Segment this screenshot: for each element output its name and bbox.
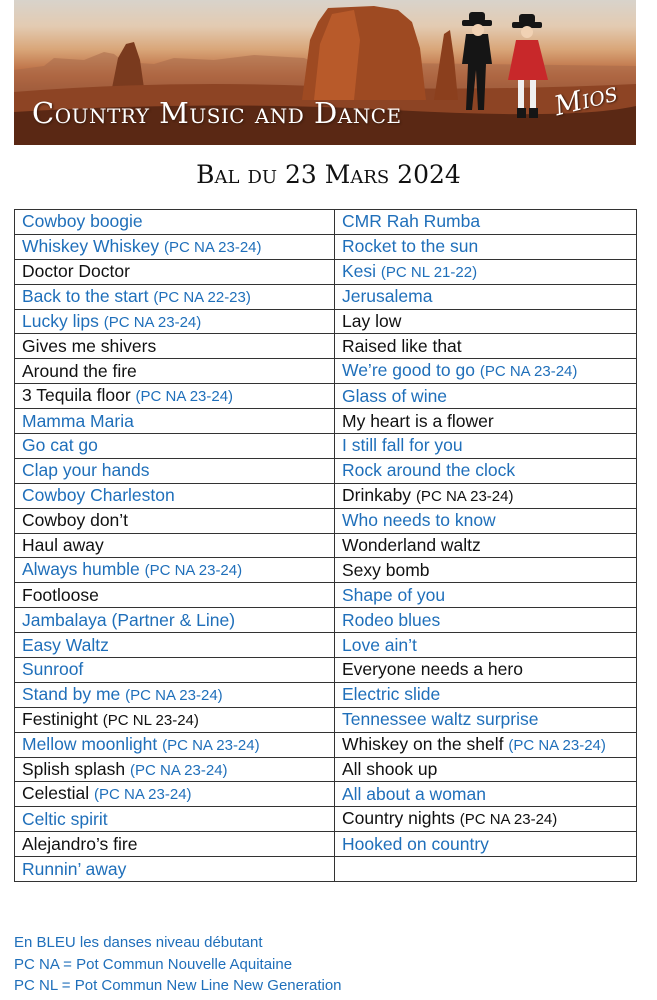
dance-note: (PC NL 21-22) — [380, 263, 478, 281]
dance-cell-left — [15, 807, 335, 832]
header-banner — [14, 0, 636, 145]
dance-cell-left — [15, 284, 335, 309]
dance-note: (PC NA 23-24) — [125, 686, 223, 704]
dance-name: Gives me shivers — [22, 335, 157, 356]
dance-name: Cowboy Charleston — [22, 485, 175, 506]
table-row — [15, 434, 637, 459]
dance-cell-right — [335, 757, 637, 782]
table-row — [15, 309, 637, 334]
dance-name: Whiskey Whiskey — [22, 235, 160, 256]
dance-name: Drinkaby — [342, 484, 412, 505]
table-row — [15, 757, 637, 782]
dance-note: (PC NA 23-24) — [94, 786, 192, 804]
dance-cell-left — [15, 334, 335, 359]
dance-note: (PC NA 23-24) — [103, 313, 202, 331]
dance-note: (PC NA 23-24) — [130, 761, 228, 779]
dance-cell-left — [15, 458, 335, 483]
dance-cell-right — [335, 832, 637, 857]
dance-note: (PC NL 23-24) — [102, 711, 199, 729]
dance-name: Easy Waltz — [22, 634, 109, 655]
dance-name: Alejandro’s fire — [22, 833, 138, 854]
dance-name: Cowboy boogie — [22, 211, 143, 232]
dance-cell-right — [335, 732, 637, 757]
dance-cell-right — [335, 583, 637, 608]
dance-cell-left — [15, 508, 335, 533]
dance-cell-left — [15, 533, 335, 558]
dance-name: Whiskey on the shelf — [342, 733, 504, 754]
dance-name: Back to the start — [22, 285, 149, 306]
table-row — [15, 782, 637, 807]
dance-cell-right — [335, 483, 637, 508]
dance-note: (PC NA 22-23) — [153, 288, 251, 306]
table-row — [15, 558, 637, 583]
dance-cell-left — [15, 633, 335, 658]
dance-name: Stand by me — [22, 683, 121, 704]
banner-subtitle: Mios — [551, 76, 621, 123]
dance-cell-right — [335, 458, 637, 483]
dance-name: Rodeo blues — [342, 609, 441, 630]
dance-name: Sunroof — [22, 659, 84, 680]
table-row — [15, 633, 637, 658]
dance-name: Go cat go — [22, 435, 98, 456]
dance-cell-left — [15, 682, 335, 707]
dance-name: All shook up — [342, 759, 438, 780]
table-row — [15, 483, 637, 508]
dance-cell-right — [335, 284, 637, 309]
dance-cell-right — [335, 807, 637, 832]
dance-name: Festinight — [22, 708, 98, 729]
dance-cell-right — [335, 707, 637, 732]
legend-line: PC NL = Pot Commun New Line New Generation — [14, 977, 342, 994]
dance-note: (PC NA 23-24) — [162, 736, 260, 754]
dance-cell-right — [335, 259, 637, 284]
dance-name: Cowboy don’t — [22, 510, 129, 531]
dance-name: Tennessee waltz surprise — [342, 709, 539, 730]
dance-cell-left — [15, 359, 335, 384]
dance-cell-right — [335, 409, 637, 434]
table-row — [15, 508, 637, 533]
dance-name: Celtic spirit — [22, 808, 108, 829]
dance-name: Country nights — [342, 808, 455, 829]
table-row — [15, 533, 637, 558]
dance-cell-left — [15, 558, 335, 583]
dance-cell-right — [335, 558, 637, 583]
dance-name: Around the fire — [22, 360, 137, 381]
table-row — [15, 384, 637, 409]
table-row — [15, 284, 637, 309]
table-row — [15, 707, 637, 732]
dance-cell-right — [335, 782, 637, 807]
dance-list-table — [14, 209, 637, 882]
legend — [14, 932, 342, 997]
dance-cell-right — [335, 682, 637, 707]
table-row — [15, 334, 637, 359]
dance-name: CMR Rah Rumba — [342, 211, 481, 232]
table-row — [15, 857, 637, 882]
dance-cell-right — [335, 633, 637, 658]
dance-name: Jerusalema — [342, 286, 433, 307]
table-row — [15, 807, 637, 832]
dance-cell-left — [15, 857, 335, 882]
dance-cell-left — [15, 732, 335, 757]
table-row — [15, 409, 637, 434]
dance-cell-right — [335, 234, 637, 259]
dance-note: (PC NA 23-24) — [479, 363, 578, 381]
dance-name: Electric slide — [342, 684, 441, 705]
dance-note: (PC NA 23-24) — [508, 736, 606, 754]
dance-cell-right — [335, 434, 637, 459]
dance-cell-left — [15, 757, 335, 782]
dance-name: Jambalaya (Partner & Line) — [22, 609, 236, 630]
dance-name: Always humble — [22, 559, 140, 580]
dance-name: I still fall for you — [342, 435, 463, 456]
dance-cell-right — [335, 533, 637, 558]
dance-cell-left — [15, 434, 335, 459]
dance-name: Wonderland waltz — [342, 535, 481, 556]
dance-cell-left — [15, 483, 335, 508]
dance-cell-left — [15, 210, 335, 235]
dance-cell-left — [15, 234, 335, 259]
dance-cell-left — [15, 583, 335, 608]
dance-name: Splish splash — [22, 758, 126, 779]
dance-name: Lay low — [342, 311, 402, 331]
table-row — [15, 234, 637, 259]
dance-name: Sexy bomb — [342, 559, 430, 580]
dance-note: (PC NA 23-24) — [135, 388, 234, 406]
dance-note: (PC NA 23-24) — [459, 811, 558, 829]
dance-cell-left — [15, 384, 335, 409]
dance-cell-left — [15, 259, 335, 284]
table-row — [15, 682, 637, 707]
dance-name: Glass of wine — [342, 385, 448, 406]
dance-name: Celestial — [22, 783, 90, 804]
table-row — [15, 359, 637, 384]
dance-name: Mamma Maria — [22, 410, 134, 431]
dance-cell-left — [15, 658, 335, 683]
dance-cell-right — [335, 508, 637, 533]
page-title: Bal du 23 Mars 2024 — [196, 160, 461, 189]
dance-name: Clap your hands — [22, 460, 150, 481]
dance-name: Love ain’t — [342, 634, 417, 655]
dance-name: We’re good to go — [342, 360, 475, 381]
table-row — [15, 583, 637, 608]
table-row — [15, 658, 637, 683]
dance-name: Footloose — [22, 584, 99, 605]
dance-note: (PC NA 23-24) — [144, 562, 243, 580]
dance-cell-right — [335, 384, 637, 409]
dance-name: Hooked on country — [342, 833, 489, 854]
dance-name: Runnin’ away — [22, 858, 127, 879]
table-row — [15, 732, 637, 757]
dance-name: Raised like that — [342, 335, 462, 356]
legend-line: En BLEU les danses niveau débutant — [14, 934, 263, 951]
dance-name: 3 Tequila floor — [22, 385, 131, 406]
dance-name: Shape of you — [342, 584, 446, 605]
dance-cell-right — [335, 334, 637, 359]
dance-cell-right — [335, 309, 637, 334]
table-row — [15, 259, 637, 284]
dance-name: Rock around the clock — [342, 460, 516, 481]
dance-list-body — [15, 210, 637, 882]
dance-cell-right — [335, 210, 637, 235]
dance-cell-right — [335, 359, 637, 384]
dance-cell-left — [15, 832, 335, 857]
dance-cell-left — [15, 782, 335, 807]
dance-cell-right — [335, 658, 637, 683]
dance-cell-left — [15, 707, 335, 732]
dance-name: Doctor Doctor — [22, 261, 130, 282]
dance-name: Mellow moonlight — [22, 733, 158, 754]
dance-cell-left — [15, 409, 335, 434]
table-row — [15, 458, 637, 483]
dance-name: Lucky lips — [22, 310, 99, 331]
dance-note: (PC NA 23-24) — [163, 238, 262, 256]
dance-name: Kesi — [342, 260, 377, 281]
dance-name: Everyone needs a hero — [342, 659, 523, 680]
dance-cell-right — [335, 608, 637, 633]
table-row — [15, 832, 637, 857]
dance-name: Haul away — [22, 535, 104, 556]
dance-cell-left — [15, 608, 335, 633]
dance-cell-left — [15, 309, 335, 334]
dance-name: My heart is a flower — [342, 410, 494, 431]
dance-note: (PC NA 23-24) — [415, 487, 514, 505]
legend-line: PC NA = Pot Commun Nouvelle Aquitaine — [14, 955, 293, 973]
dance-cell-right — [335, 857, 637, 882]
dance-name: All about a woman — [342, 783, 486, 804]
banner-title: Country Music and Dance — [32, 96, 402, 130]
dance-name: Who needs to know — [342, 510, 496, 531]
dance-name: Rocket to the sun — [342, 236, 479, 257]
table-row — [15, 608, 637, 633]
table-row — [15, 210, 637, 235]
